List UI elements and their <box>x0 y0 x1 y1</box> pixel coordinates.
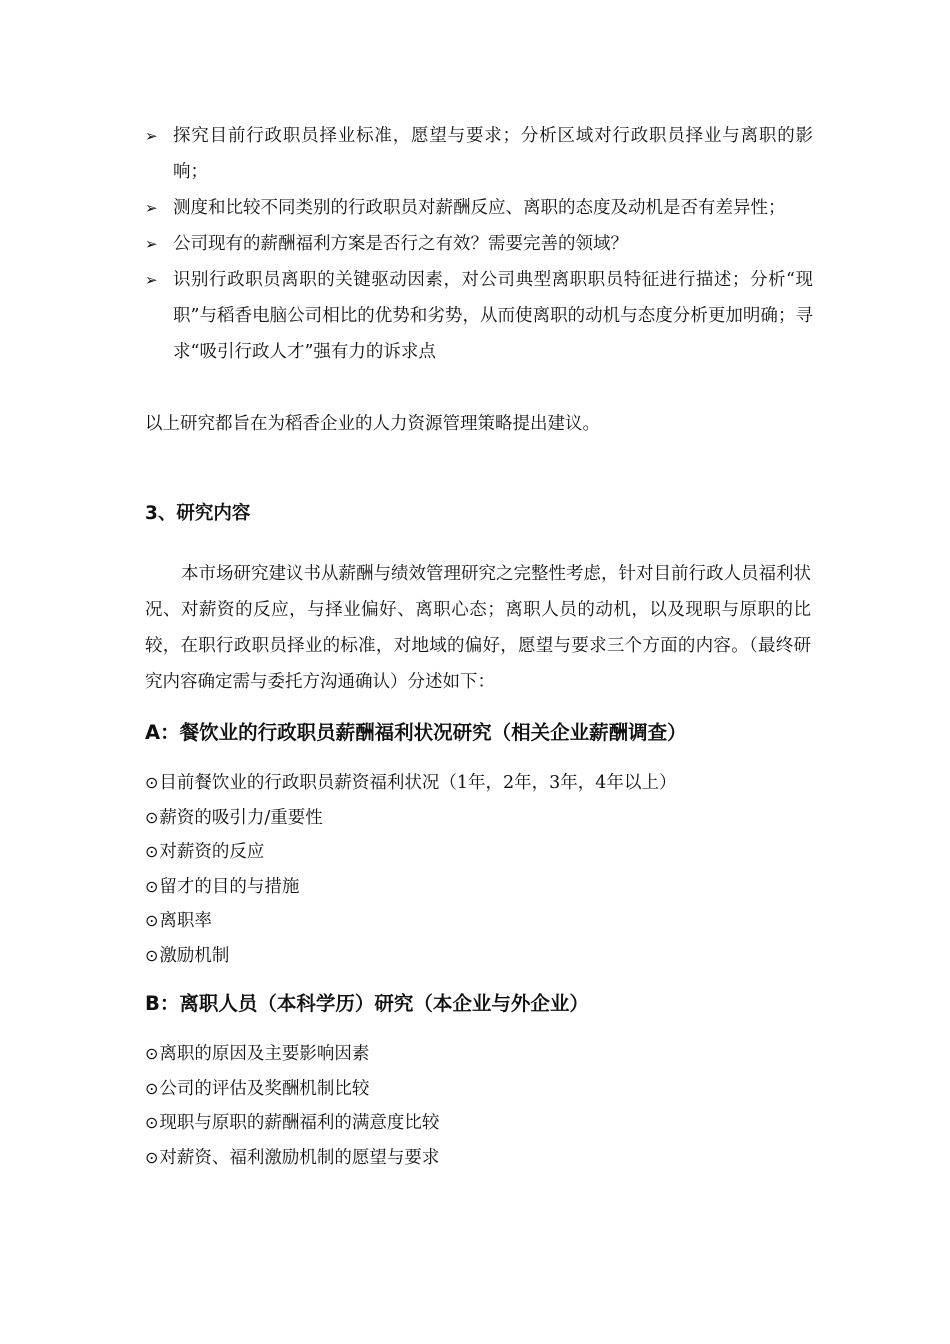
list-item <box>145 766 676 801</box>
list-item <box>145 939 676 974</box>
list-item-text: 薪资的吸引力/重要性 <box>159 807 323 828</box>
arrow-bullet-icon: ➢ <box>145 127 158 145</box>
circle-dot-icon: ⊙ <box>145 1147 159 1167</box>
list-item-text: 离职率 <box>159 911 212 932</box>
part-a-heading: A：餐饮业的行政职员薪酬福利状况研究（相关企业薪酬调查） <box>145 721 687 744</box>
list-item-text: 对薪资的反应 <box>159 842 265 863</box>
objective-item <box>145 190 813 226</box>
list-item-text: 留才的目的与措施 <box>159 876 300 897</box>
list-item-text: 公司的评估及奖酬机制比较 <box>159 1078 370 1099</box>
circle-dot-icon: ⊙ <box>145 911 159 931</box>
list-item <box>145 835 676 870</box>
list-item-text: 对薪资、福利激励机制的愿望与要求 <box>159 1147 440 1168</box>
circle-dot-icon: ⊙ <box>145 773 159 792</box>
list-item-text: 现职与原职的薪酬福利的满意度比较 <box>159 1113 440 1134</box>
objective-text: 公司现有的薪酬福利方案是否行之有效？需要完善的领域？ <box>173 234 628 254</box>
list-item-text: 激励机制 <box>159 945 230 966</box>
list-item <box>145 1141 439 1176</box>
arrow-bullet-icon: ➢ <box>145 271 158 289</box>
list-item <box>145 904 676 939</box>
intro-paragraph: 本市场研究建议书从薪酬与绩效管理研究之完整性考虑，针对目前行政人员福利状况、对薪资的反应，与择业偏好、离职心态；离职人员的动机，以及现职与原职的比较，在职行政职员择业的标准，对地域的偏好，愿望与要求三个方面的内容。（最终研究内容确定需与委托方沟通确认）分述如下： <box>145 564 811 692</box>
objective-item <box>145 226 813 262</box>
objective-text: 识别行政职员离职的关键驱动因素，对公司典型离职职员特征进行描述；分析“现职”与稻香电脑公司相比的优势和劣势，从而使离职的动机与态度分析更加明确；寻求“吸引行政人才”强有力的诉求点 <box>173 270 813 362</box>
part-a-list <box>145 766 676 974</box>
list-item <box>145 870 676 905</box>
circle-dot-icon: ⊙ <box>145 1113 159 1133</box>
objective-item <box>145 118 813 190</box>
circle-dot-icon: ⊙ <box>145 876 159 896</box>
objectives-list <box>145 118 813 370</box>
list-item <box>145 1106 439 1141</box>
summary-paragraph: 以上研究都旨在为稻香企业的人力资源管理策略提出建议。 <box>145 414 600 434</box>
circle-dot-icon: ⊙ <box>145 1078 159 1098</box>
list-item <box>145 1072 439 1107</box>
objective-text: 测度和比较不同类别的行政职员对薪酬反应、离职的态度及动机是否有差异性； <box>173 198 786 218</box>
list-item <box>145 1037 439 1072</box>
part-b-heading: B：离职人员（本科学历）研究（本企业与外企业） <box>145 992 589 1015</box>
objective-text: 探究目前行政职员择业标准，愿望与要求；分析区域对行政职员择业与离职的影响； <box>173 126 813 182</box>
circle-dot-icon: ⊙ <box>145 842 159 862</box>
circle-dot-icon: ⊙ <box>145 1044 159 1063</box>
part-b-list <box>145 1037 439 1175</box>
list-item-text: 离职的原因及主要影响因素 <box>159 1044 370 1064</box>
list-item <box>145 801 676 836</box>
circle-dot-icon: ⊙ <box>145 945 159 965</box>
list-item-text: 目前餐饮业的行政职员薪资福利状况（1年，2年，3年，4年以上） <box>159 773 677 793</box>
arrow-bullet-icon: ➢ <box>145 199 158 217</box>
section-heading: 3、研究内容 <box>145 503 251 524</box>
objective-item <box>145 262 813 370</box>
arrow-bullet-icon: ➢ <box>145 235 158 253</box>
circle-dot-icon: ⊙ <box>145 807 159 827</box>
